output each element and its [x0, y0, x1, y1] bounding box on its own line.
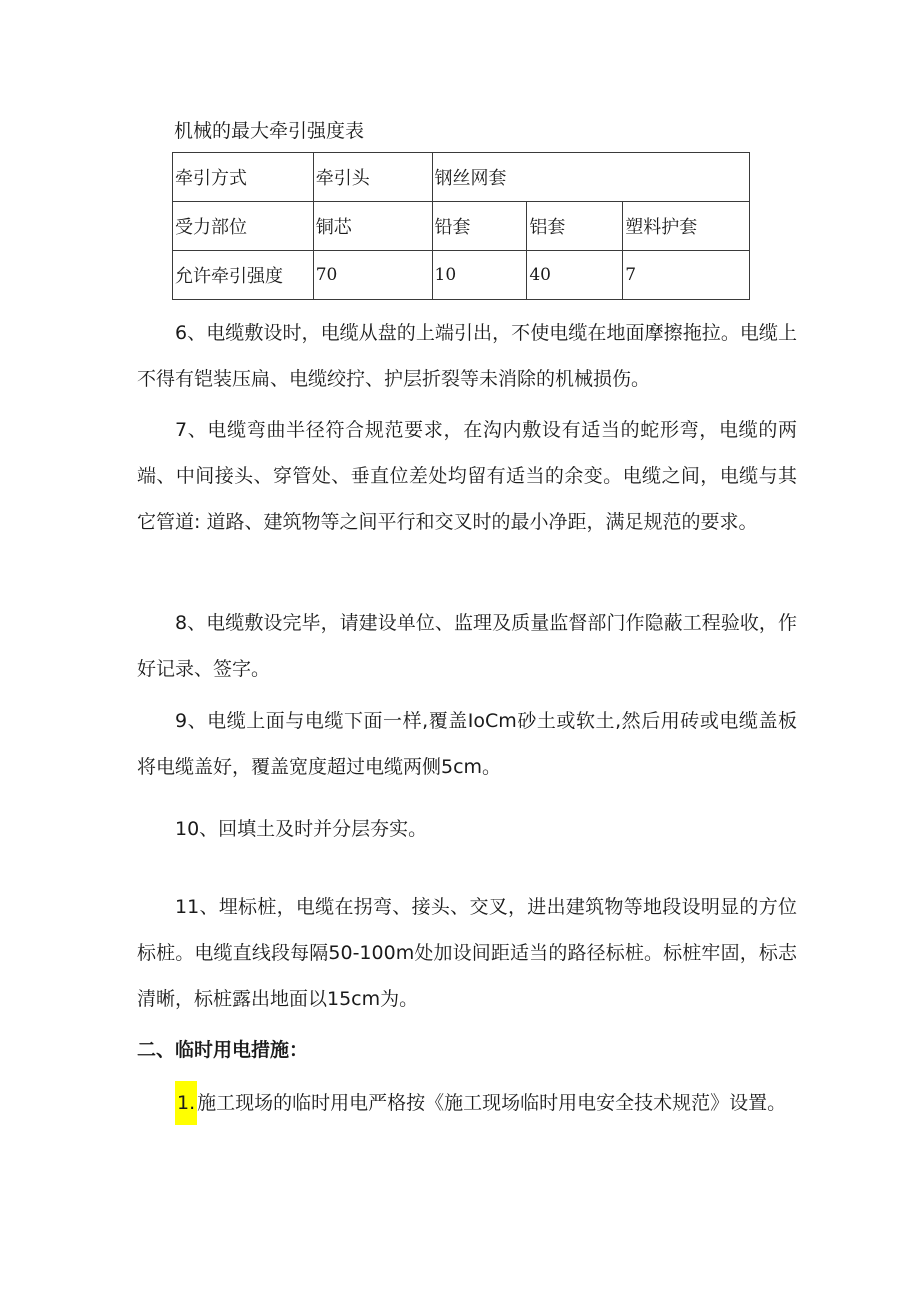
paragraph-10: 10、回填土及时并分层夯实。 [175, 818, 428, 840]
table-cell: 塑料护套 [623, 202, 750, 251]
item-1-number-highlight: 1. [175, 1081, 197, 1125]
table-caption: 机械的最大牵引强度表 [174, 120, 365, 142]
table-row [173, 202, 750, 251]
paragraph-6: 6、电缆敷设时，电缆从盘的上端引出，不使电缆在地面摩擦拖拉。电缆上不得有铠装压扁、电缆绞拧、护层折裂等未消除的机械损伤。 [137, 322, 797, 390]
paragraph-9: 9、电缆上面与电缆下面一样,覆盖IoCm砂土或软土,然后用砖或电缆盖板将电缆盖好，覆盖宽度超过电缆两侧5cm。 [137, 710, 797, 778]
table-cell: 铅套 [432, 202, 527, 251]
section-heading: 二、临时用电措施： [137, 1039, 309, 1061]
paragraph-11: 11、埋标桩，电缆在拐弯、接头、交叉，进出建筑物等地段设明显的方位标桩。电缆直线段每隔50-100m处加设间距适当的路径标桩。标桩牢固，标志清晰，标桩露出地面以15cm为。 [137, 896, 797, 1010]
table-row [173, 153, 750, 202]
table-cell: 铜芯 [313, 202, 432, 251]
paragraph-7: 7、电缆弯曲半径符合规范要求，在沟内敷设有适当的蛇形弯，电缆的两端、中间接头、穿管处、垂直位差处均留有适当的余变。电缆之间，电缆与其它管道: 道路、建筑物等之间平行和交叉时的最小净距，满足规范的要求。 [137, 419, 797, 533]
table-row [173, 251, 750, 300]
table-cell: 受力部位 [173, 202, 314, 251]
table-cell: 70 [313, 251, 432, 300]
table-cell: 允许牵引强度 [173, 251, 314, 300]
table-cell: 10 [432, 251, 527, 300]
traction-strength-table [172, 152, 750, 300]
item-1-text: 施工现场的临时用电严格按《施工现场临时用电安全技术规范》设置。 [197, 1092, 787, 1114]
table-cell: 牵引头 [313, 153, 432, 202]
table-cell: 铝套 [527, 202, 623, 251]
table-cell: 钢丝网套 [432, 153, 749, 202]
table-cell: 40 [527, 251, 623, 300]
item-1 [137, 1080, 797, 1126]
table-cell: 7 [623, 251, 750, 300]
table-cell: 牵引方式 [173, 153, 314, 202]
paragraph-8: 8、电缆敷设完毕，请建设单位、监理及质量监督部门作隐蔽工程验收，作好记录、签字。 [137, 612, 797, 680]
